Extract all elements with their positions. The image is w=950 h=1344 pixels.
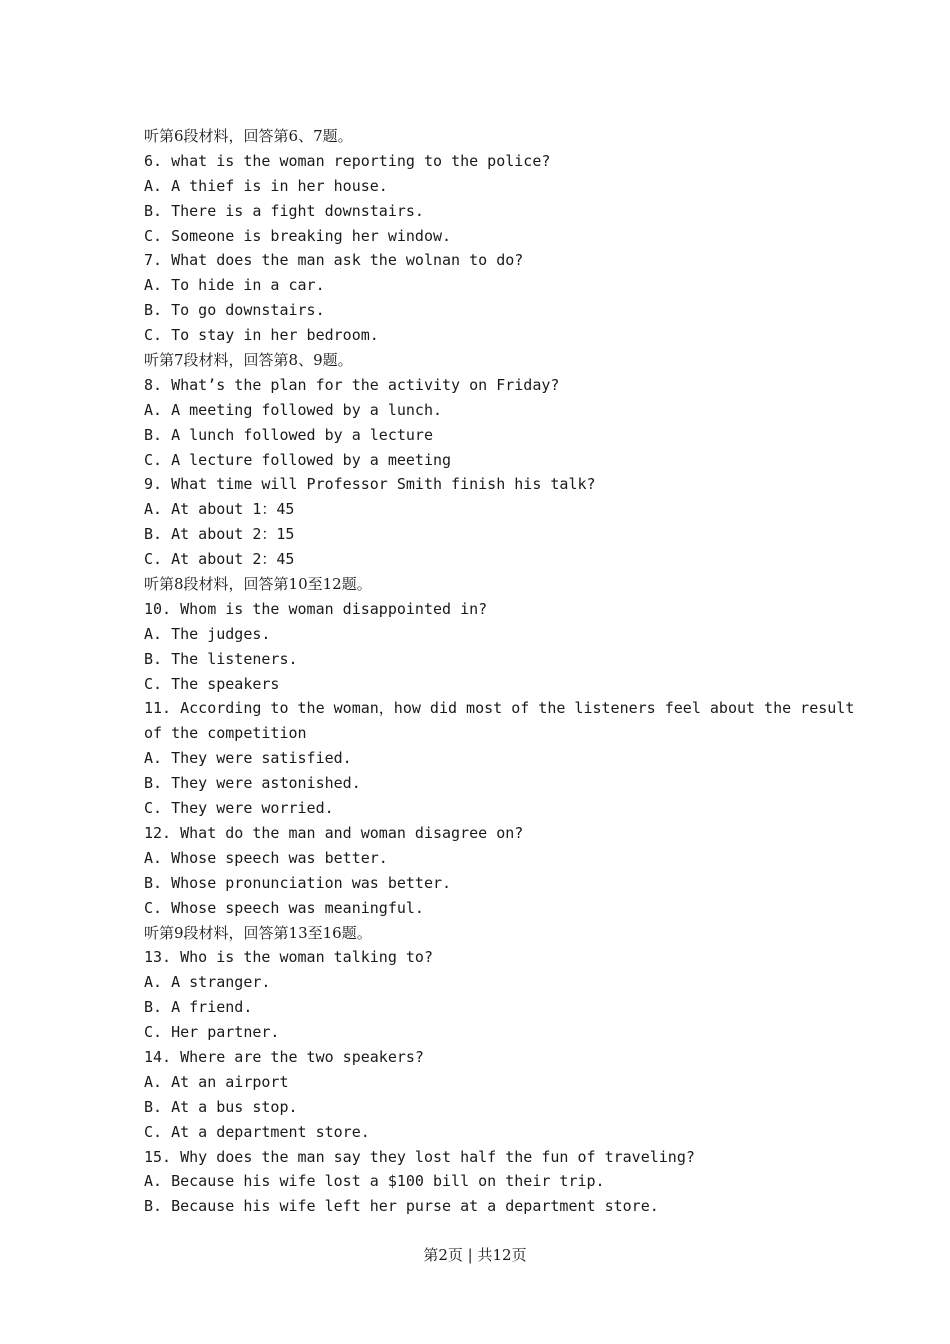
answer-option: B. At a bus stop. [144, 1097, 298, 1116]
question-text: 15. Why does the man say they lost half the fun of traveling? [144, 1147, 695, 1166]
answer-option: A. Whose speech was better. [144, 848, 388, 867]
question-text: 11. According to the woman，how did most of the listeners feel about the result [144, 699, 855, 718]
answer-option: A. A thief is in her house. [144, 176, 388, 195]
answer-option: C. At a department store. [144, 1122, 370, 1141]
answer-option: B. To go downstairs. [144, 301, 325, 320]
answer-option: C. To stay in her bedroom. [144, 326, 379, 345]
answer-option: B. A friend. [144, 998, 253, 1017]
answer-option: B. At about 2：15 [144, 525, 295, 544]
answer-option: B. They were astonished. [144, 774, 361, 793]
answer-option: A. A stranger. [144, 973, 271, 992]
section-heading: 听第6段材料，回答第6、7题。 [144, 127, 353, 145]
section-heading: 听第7段材料，回答第8、9题。 [144, 351, 353, 370]
answer-option: C. Whose speech was meaningful. [144, 898, 424, 917]
answer-option: C. A lecture followed by a meeting [144, 450, 452, 469]
answer-option: A. A meeting followed by a lunch. [144, 400, 443, 419]
answer-option: B. Whose pronunciation was better. [144, 873, 452, 892]
question-text: 12. What do the man and woman disagree on? [144, 823, 524, 842]
answer-option: C. At about 2：45 [144, 550, 295, 569]
answer-option: A. The judges. [144, 624, 271, 643]
question-text: 13. Who is the woman talking to? [144, 948, 433, 967]
answer-option: C. The speakers [144, 674, 280, 693]
answer-option: A. At about 1：45 [144, 500, 295, 519]
answer-option: A. They were satisfied. [144, 749, 352, 768]
answer-option: A. Because his wife lost a $100 bill on their trip. [144, 1172, 605, 1191]
question-text: 9. What time will Professor Smith finish his talk? [144, 475, 596, 494]
page-footer: 第2页 | 共12页 [423, 1246, 527, 1264]
question-text: 14. Where are the two speakers? [144, 1047, 424, 1066]
question-text: 8. What’s the plan for the activity on Friday? [144, 375, 560, 394]
question-list [144, 124, 855, 1219]
question-text: 6. what is the woman reporting to the police? [144, 151, 551, 170]
answer-option: C. Someone is breaking her window. [144, 226, 452, 245]
answer-option: A. At an airport [144, 1072, 289, 1091]
answer-option: B. Because his wife left her purse at a department store. [144, 1197, 659, 1216]
question-text: of the competition [144, 724, 307, 743]
answer-option: B. There is a fight downstairs. [144, 201, 424, 220]
question-text: 10. Whom is the woman disappointed in? [144, 599, 488, 618]
answer-option: C. Her partner. [144, 1023, 280, 1042]
question-text: 7. What does the man ask the wolnan to do? [144, 251, 524, 270]
section-heading: 听第9段材料，回答第13至16题。 [144, 923, 372, 942]
section-heading: 听第8段材料，回答第10至12题。 [144, 575, 372, 594]
answer-option: B. The listeners. [144, 649, 298, 668]
answer-option: B. A lunch followed by a lecture [144, 425, 433, 444]
answer-option: C. They were worried. [144, 799, 334, 818]
answer-option: A. To hide in a car. [144, 276, 325, 295]
